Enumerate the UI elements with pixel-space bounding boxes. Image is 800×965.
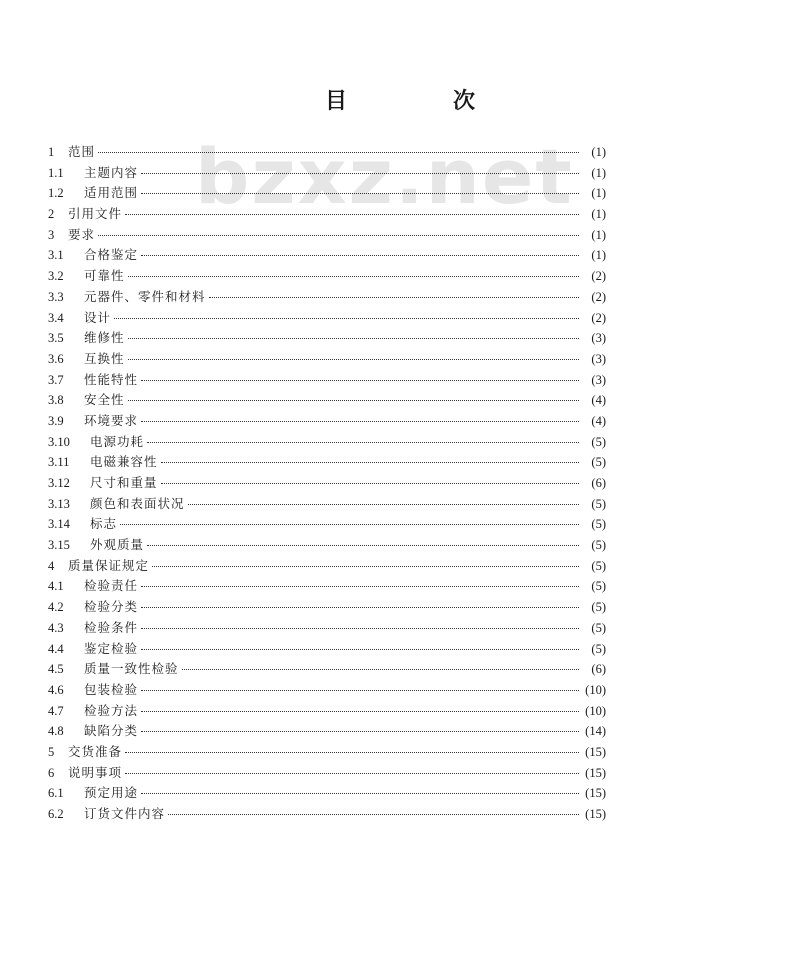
toc-entry-number: 4.4 [48,641,64,656]
toc-entry-number: 1 [48,145,55,159]
toc-entry[interactable] [48,390,606,411]
toc-entry[interactable] [48,225,606,246]
toc-entry[interactable] [48,266,606,287]
toc-entry-number: 3.8 [48,393,64,408]
toc-entry[interactable] [48,514,606,535]
toc-entry-page: (6) [591,662,606,677]
toc-entry-page: (2) [591,289,606,304]
toc-entry-number: 4.8 [48,724,64,739]
toc-entry-page: (5) [591,434,606,449]
dot-leader [141,586,579,587]
toc-entry-number: 3.11 [48,455,70,470]
toc-entry-title: 检验条件 [84,619,139,635]
toc-entry-title: 质量保证规定 [68,557,150,573]
toc-entry[interactable] [48,452,606,473]
toc-entry[interactable] [48,163,606,184]
toc-entry[interactable] [48,370,606,391]
dot-leader [141,255,579,256]
toc-entry-number: 3.5 [48,331,64,346]
toc-entry-page: (3) [591,331,606,346]
toc-entry[interactable] [48,349,606,370]
toc-entry-page: (1) [591,186,606,201]
toc-entry[interactable] [48,142,606,163]
toc-entry-title: 范围 [68,144,96,159]
toc-entry-page: (3) [591,351,606,366]
toc-entry-number: 3.2 [48,269,64,284]
dot-leader [141,173,579,174]
toc-entry-title: 颜色和表面状况 [90,495,185,511]
toc-entry[interactable] [48,204,606,225]
toc-entry[interactable] [48,659,606,680]
toc-entry-title: 订货文件内容 [84,806,166,821]
toc-entry-title: 外观质量 [90,537,145,553]
dot-leader [168,814,579,815]
toc-entry[interactable] [48,721,606,742]
toc-entry-number: 4.5 [48,662,64,677]
toc-entry-title: 适用范围 [84,185,139,201]
dot-leader [161,462,579,463]
toc-entry-title: 检验方法 [84,702,139,718]
dot-leader [128,276,579,277]
toc-entry-page: (5) [591,579,606,594]
dot-leader [128,338,579,339]
toc-entry-page: (1) [591,165,606,180]
toc-entry-title: 可靠性 [84,268,125,284]
toc-entry-page: (5) [591,455,606,470]
toc-entry-title: 元器件、零件和材料 [84,288,206,304]
toc-entry-page: (1) [591,227,606,242]
watermark: bzxz.net [195,132,574,221]
toc-entry-page: (2) [591,269,606,284]
toc-entry-page: (15) [585,744,606,759]
dot-leader [141,607,579,608]
dot-leader [125,773,579,774]
toc-entry-number: 3.7 [48,372,64,387]
toc-entry[interactable] [48,183,606,204]
toc-entry-page: (15) [585,765,606,780]
toc-entry[interactable] [48,576,606,597]
dot-leader [147,545,579,546]
toc-entry-title: 电磁兼容性 [90,454,158,470]
toc-entry-number: 3.14 [48,517,70,532]
toc-entry-title: 性能特性 [84,371,139,387]
toc-entry-title: 互换性 [84,350,125,366]
toc-entry[interactable] [48,535,606,556]
dot-leader [161,483,579,484]
toc-entry[interactable] [48,639,606,660]
toc-entry[interactable] [48,701,606,722]
toc-entry-number: 6 [48,765,55,780]
toc-entry[interactable] [48,473,606,494]
toc-entry-number: 3.3 [48,289,64,304]
dot-leader [141,690,579,691]
toc-entry-page: (5) [591,517,606,532]
toc-entry[interactable] [48,494,606,515]
page-title: 目 次 [324,88,517,114]
toc-entry-page: (5) [591,641,606,656]
toc-entry-title: 检验责任 [84,578,139,594]
toc-entry[interactable] [48,618,606,639]
toc-entry-number: 3.12 [48,476,70,490]
toc-entry-title: 检验分类 [84,599,139,615]
toc-entry-title: 预定用途 [84,785,139,801]
toc-entry[interactable] [48,432,606,453]
toc-entry-number: 4.1 [48,579,64,594]
toc-entry[interactable] [48,287,606,308]
toc-entry[interactable] [48,763,606,784]
toc-entry-title: 说明事项 [68,764,123,780]
dot-leader [98,235,579,236]
toc-entry-title: 设计 [84,309,112,325]
toc-entry-title: 尺寸和重量 [90,475,158,490]
toc-entry-number: 3.13 [48,496,70,511]
toc-entry[interactable] [48,597,606,618]
toc-entry[interactable] [48,742,606,763]
dot-leader [141,793,579,794]
dot-leader [128,400,579,401]
toc-entry-title: 主题内容 [84,164,139,180]
dot-leader [141,711,579,712]
toc-entry-number: 3.9 [48,413,64,428]
dot-leader [120,524,579,525]
toc-entry-page: (1) [591,248,606,263]
dot-leader [141,628,579,629]
toc-entry-title: 引用文件 [68,206,123,222]
toc-entry-number: 3.4 [48,310,64,325]
dot-leader [114,318,579,319]
toc-entry-number: 5 [48,744,55,759]
toc-entry-page: (15) [585,786,606,801]
toc-entry-page: (5) [591,558,606,573]
toc-entry-title: 鉴定检验 [84,640,139,656]
toc-entry-title: 质量一致性检验 [84,661,179,677]
toc-entry-number: 3.15 [48,538,70,553]
toc-entry-page: (14) [585,724,606,739]
toc-entry-number: 2 [48,207,55,222]
toc-entry-page: (4) [591,413,606,428]
toc-entry-title: 安全性 [84,392,125,408]
toc-entry-number: 1.1 [48,165,64,180]
toc-entry-number: 3.6 [48,351,64,366]
toc-entry-page: (1) [591,145,606,159]
table-of-contents [48,142,606,825]
toc-entry-page: (10) [585,703,606,718]
toc-entry-page: (5) [591,538,606,553]
toc-entry-page: (2) [591,310,606,325]
toc-entry-page: (5) [591,620,606,635]
toc-entry[interactable] [48,804,606,825]
toc-entry-number: 6.1 [48,786,64,801]
dot-leader [141,193,579,194]
toc-entry[interactable] [48,328,606,349]
toc-entry[interactable] [48,680,606,701]
toc-entry-title: 交货准备 [68,743,123,759]
dot-leader [152,566,579,567]
dot-leader [98,152,579,153]
dot-leader [188,504,579,505]
dot-leader [141,731,579,732]
toc-entry-page: (5) [591,496,606,511]
toc-entry[interactable] [48,245,606,266]
toc-entry[interactable] [48,411,606,432]
toc-entry-title: 合格鉴定 [84,247,139,263]
toc-entry-number: 4.3 [48,620,64,635]
toc-entry-title: 包装检验 [84,681,139,697]
toc-entry-number: 3.1 [48,248,64,263]
toc-entry-page: (1) [591,207,606,222]
toc-entry-page: (10) [585,682,606,697]
dot-leader [128,359,579,360]
toc-entry-title: 缺陷分类 [84,723,139,739]
toc-entry-number: 4.6 [48,682,64,697]
toc-entry[interactable] [48,556,606,577]
dot-leader [147,442,579,443]
toc-entry-number: 4 [48,558,55,573]
toc-entry-page: (5) [591,600,606,615]
toc-entry-number: 3.10 [48,434,70,449]
dot-leader [141,649,579,650]
toc-entry-number: 3 [48,227,55,242]
toc-entry-title: 电源功耗 [90,433,145,449]
dot-leader [125,752,579,753]
toc-entry-number: 1.2 [48,186,64,201]
toc-entry-page: (3) [591,372,606,387]
toc-entry[interactable] [48,308,606,329]
toc-entry-page: (4) [591,393,606,408]
dot-leader [141,380,579,381]
toc-entry-number: 6.2 [48,807,64,821]
toc-entry-title: 环境要求 [84,412,139,428]
toc-entry[interactable] [48,783,606,804]
toc-entry-number: 4.7 [48,703,64,718]
toc-entry-page: (15) [585,807,606,821]
toc-entry-title: 标志 [90,516,118,532]
toc-entry-title: 要求 [68,226,96,242]
toc-entry-title: 维修性 [84,330,125,346]
dot-leader [209,297,579,298]
toc-entry-number: 4.2 [48,600,64,615]
dot-leader [182,669,579,670]
dot-leader [141,421,579,422]
toc-entry-page: (6) [591,476,606,490]
dot-leader [125,214,579,215]
